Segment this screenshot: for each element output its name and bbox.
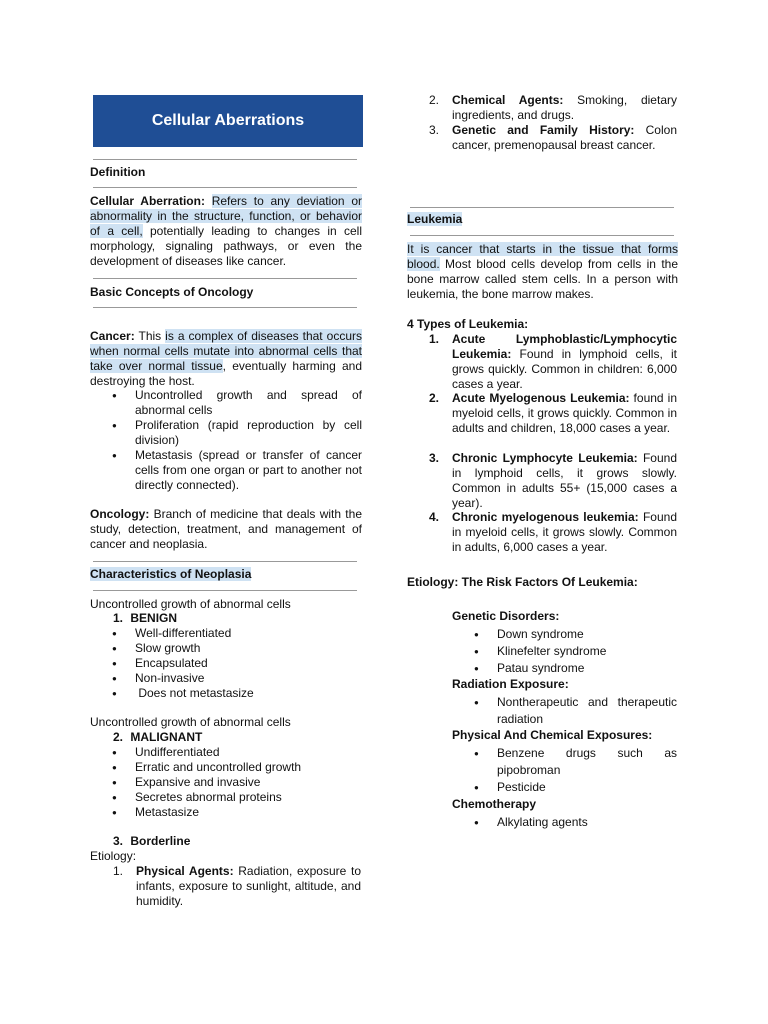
list-item: ● Secretes abnormal proteins [135, 790, 362, 805]
cancer-paragraph [90, 329, 362, 389]
risk-group-list [452, 814, 677, 831]
list-item: ● Erratic and uncontrolled growth [135, 760, 362, 775]
item-text: Found in myeloid cells, it grows slowly. Common in adults, 6,000 cases a year. [452, 510, 678, 554]
list-item: ● Encapsulated [135, 656, 362, 671]
risk-group-list [452, 745, 677, 796]
leukemia-heading [407, 212, 462, 226]
list-item: ● Metastasize [135, 805, 362, 820]
divider [93, 307, 357, 308]
risk-group-label: Genetic Disorders: [452, 609, 560, 623]
list-item: ● Klinefelter syndrome [497, 643, 677, 660]
divider [93, 159, 357, 160]
paragraph-text: , eventually harming and destroying the host. [90, 359, 362, 388]
highlighted-text: Refers to any deviation or abnormality in the structure, function, or behavior of a cell, [90, 194, 362, 238]
item-label: Genetic and Family History: [452, 123, 635, 137]
divider [93, 590, 357, 591]
list-item: ● Slow growth [135, 641, 362, 656]
item-label: Acute Lymphoblastic/Lymphocytic Leukemia: [452, 332, 677, 361]
list-item: ● Uncontrolled growth and spread of abnormal cells [135, 388, 362, 418]
leukemia-type-item [429, 332, 677, 392]
risk-group-list [452, 694, 677, 728]
paragraph-text: Most blood cells develop from cells in the bone marrow called stem cells. In a person with leukemia, the bone marrow makes. [407, 257, 678, 301]
item-label: Chemical Agents: [452, 93, 564, 107]
borderline-label: Borderline [130, 834, 191, 848]
leukemia-type-item [429, 451, 677, 511]
list-number: 2. [429, 391, 440, 405]
item-label: Chronic Lymphocyte Leukemia: [452, 451, 638, 465]
list-item: ● Patau syndrome [497, 660, 677, 677]
divider [93, 561, 357, 562]
divider [410, 207, 674, 208]
list-number: 3. [113, 834, 124, 848]
list-item: ● Pesticide [497, 779, 677, 796]
list-number: 1. [113, 864, 124, 878]
benign-label: BENIGN [130, 611, 178, 625]
risk-group-label: Chemotherapy [452, 797, 537, 811]
divider [93, 187, 357, 188]
heading-text: Leukemia [407, 212, 463, 226]
borderline-heading [113, 834, 190, 848]
term-label: Cellular Aberration: [90, 194, 205, 208]
list-item: ● Proliferation (rapid reproduction by cell division) [135, 418, 362, 448]
paragraph-text: potentially leading to changes in cell morphology, signaling pathways, or even the development of diseases like cancer. [90, 224, 362, 268]
risk-group-label: Radiation Exposure: [452, 677, 569, 691]
item-text: Found in lymphoid cells, it grows quickly. Common in children: 6,000 cases a year. [452, 347, 677, 391]
page-title: Cellular Aberrations [151, 112, 305, 129]
list-item: ● Does not metastasize [135, 686, 362, 701]
item-text: found in myeloid cells, it grows quickly. Common in adults and children, 18,000 cases a year. [452, 391, 677, 435]
list-item: ● Undifferentiated [135, 745, 362, 760]
item-text: Smoking, dietary ingredients, and drugs. [452, 93, 677, 122]
list-item: ● Nontherapeutic and therapeutic radiation [497, 694, 677, 728]
benign-intro: Uncontrolled growth of abnormal cells [90, 597, 291, 611]
etiology-item [429, 123, 677, 153]
list-item: ● Well-differentiated [135, 626, 362, 641]
leukemia-type-item [429, 391, 677, 436]
list-number: 3. [429, 451, 440, 465]
benign-list [90, 626, 362, 701]
malignant-heading [113, 730, 202, 744]
etiology-item [429, 93, 677, 123]
term-label: Oncology: [90, 507, 150, 521]
list-item: ● Metastasis (spread or transfer of cancer cells from one organ or part to another not directly connected). [135, 448, 362, 493]
list-number: 2. [113, 730, 124, 744]
item-text: Found in lymphoid cells, it grows slowly. Common in adults 55+ (15,000 cases a year). [452, 451, 677, 510]
list-item: ● Down syndrome [497, 626, 677, 643]
risk-heading: Etiology: The Risk Factors Of Leukemia: [407, 575, 638, 589]
divider [410, 235, 674, 236]
neoplasia-heading [90, 567, 251, 581]
cellular-aberration-paragraph [90, 194, 362, 269]
etiology-item [113, 864, 361, 909]
risk-group-label: Physical And Chemical Exposures: [452, 728, 653, 742]
title-banner [93, 95, 363, 147]
list-item: ● Non-invasive [135, 671, 362, 686]
list-number: 3. [429, 123, 440, 137]
term-label: Cancer: [90, 329, 135, 343]
etiology-label: Etiology: [90, 849, 137, 863]
malignant-intro: Uncontrolled growth of abnormal cells [90, 715, 291, 729]
highlighted-text: is a complex of diseases that occurs when normal cells mutate into abnormal cells that take over normal tissue [90, 329, 362, 373]
item-label: Chronic myelogenous leukemia: [452, 510, 639, 524]
list-number: 4. [429, 510, 440, 524]
list-number: 1. [113, 611, 124, 625]
paragraph-text: Branch of medicine that deals with the study, detection, treatment, and management of cancer and neoplasia. [90, 507, 362, 551]
list-item: ● Alkylating agents [497, 814, 677, 831]
item-text: Colon cancer, premenopausal breast cancer. [452, 123, 677, 152]
benign-heading [113, 611, 177, 625]
leukemia-paragraph [407, 242, 678, 302]
cancer-bullet-list [90, 388, 362, 493]
highlighted-text: It is cancer that starts in the tissue that forms blood. [407, 242, 678, 271]
oncology-heading: Basic Concepts of Oncology [90, 285, 254, 299]
risk-group-list [452, 626, 677, 677]
malignant-label: MALIGNANT [130, 730, 203, 744]
heading-text: Characteristics of Neoplasia [90, 567, 252, 581]
definition-heading: Definition [90, 165, 146, 179]
item-text: Radiation, exposure to infants, exposure to sunlight, altitude, and humidity. [136, 864, 361, 908]
list-number: 1. [429, 332, 440, 346]
types-heading: 4 Types of Leukemia: [407, 317, 529, 331]
oncology-paragraph [90, 507, 362, 552]
item-label: Physical Agents: [136, 864, 234, 878]
item-label: Acute Myelogenous Leukemia: [452, 391, 630, 405]
list-item: ● Benzene drugs such as pipobroman [497, 745, 677, 779]
list-item: ● Expansive and invasive [135, 775, 362, 790]
divider [93, 278, 357, 279]
leukemia-type-item [429, 510, 678, 555]
malignant-list [90, 745, 362, 820]
paragraph-text: This [134, 329, 166, 343]
list-number: 2. [429, 93, 440, 107]
